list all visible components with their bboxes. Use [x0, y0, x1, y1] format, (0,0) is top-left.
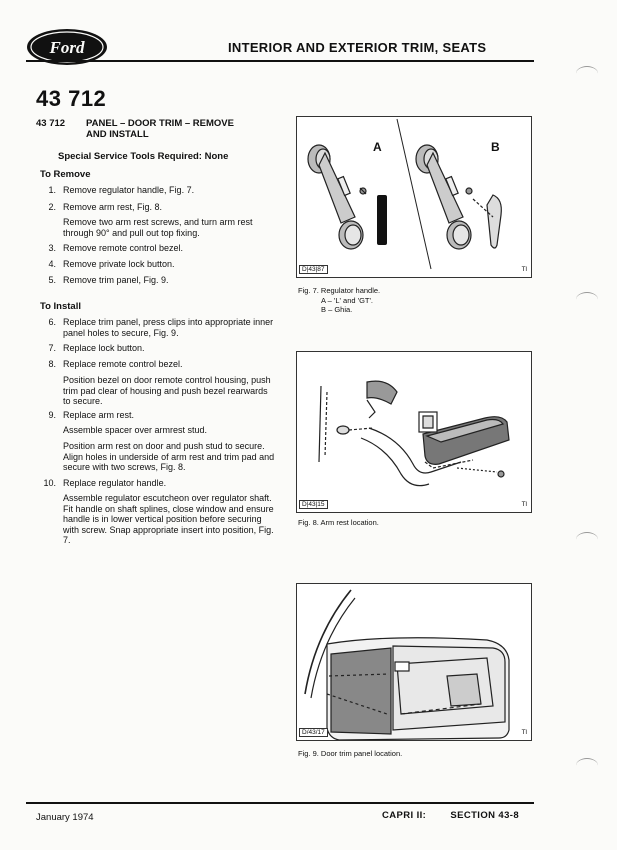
step-text: Assemble regulator escutcheon over regulator shaft. Fit handle on shaft splines, close window and ensure handle is in lower vertical position before securing with screw. Snap appropriate insert into position, Fig. 7. [63, 493, 274, 545]
operation-title-line2: AND INSTALL [86, 129, 149, 140]
regulator-handle-illustration [297, 117, 531, 277]
fig9-tl: Tl [521, 729, 527, 736]
fig7-caption-line2: A – 'L' and 'GT'. [321, 295, 374, 305]
header-rule [26, 60, 534, 62]
step-text: Remove arm rest, Fig. 8. [63, 202, 163, 212]
footer-section [382, 810, 519, 821]
fig8-code: D|43|15 [299, 500, 328, 509]
step-text: Remove trim panel, Fig. 9. [63, 275, 169, 285]
step-number: 3. [48, 243, 56, 253]
step-number: 2. [48, 202, 56, 212]
handle-a [308, 145, 366, 249]
page-header-title: INTERIOR AND EXTERIOR TRIM, SEATS [228, 40, 487, 55]
footer-rule [26, 802, 534, 804]
binder-hole-mark [576, 758, 598, 773]
remove-heading: To Remove [40, 169, 91, 180]
binder-hole-mark [576, 532, 598, 547]
step-number: 8. [48, 359, 56, 369]
step-number: 5. [48, 275, 56, 285]
step-text: Assemble spacer over armrest stud. [63, 425, 208, 435]
binder-hole-mark [576, 66, 598, 81]
fig7-caption-line1: Fig. 7. Regulator handle. [298, 286, 381, 295]
install-heading: To Install [40, 301, 81, 312]
step-number: 1. [48, 185, 56, 195]
operation-number: 43 712 [36, 118, 66, 129]
fig9-code: D/43/17 [299, 728, 328, 737]
step-text: Replace remote control bezel. [63, 359, 183, 369]
step-number: 10. [43, 478, 56, 488]
logo-text: Ford [49, 38, 85, 57]
footer-date: January 1974 [36, 812, 94, 823]
step-text: Position arm rest on door and push stud to secure. Align holes in underside of arm rest and trim pad and secure with two screws, Fig. 8. [63, 441, 275, 472]
operation-title-line1: PANEL – DOOR TRIM – REMOVE [86, 118, 234, 129]
step-number: 4. [48, 259, 56, 269]
door-trim-illustration [297, 584, 531, 740]
binder-hole-mark [576, 292, 598, 307]
figure-7-regulator-handle [296, 116, 532, 278]
special-tools-note: Special Service Tools Required: None [58, 151, 229, 162]
fig7-caption-line3: B – Ghia. [321, 305, 353, 314]
step-text: Replace trim panel, press clips into appropriate inner panel holes to secure, Fig. 9. [63, 317, 274, 338]
step-text: Remove two arm rest screws, and turn arm rest through 90° and pull out top fixing. [63, 217, 253, 238]
figure-8-arm-rest-location [296, 351, 532, 513]
fig8-caption: Fig. 8. Arm rest location. [298, 518, 379, 527]
step-text: Position bezel on door remote control housing, push trim pad clear of housing and push bezel rearwards to secure. [63, 375, 271, 406]
step-text: Replace lock button. [63, 343, 145, 353]
step-text: Replace arm rest. [63, 410, 135, 420]
step-number: 7. [48, 343, 56, 353]
insert-a [377, 195, 387, 245]
fig7-tl: Tl [521, 266, 527, 273]
fig7-label-a: A [373, 140, 382, 154]
fig7-label-b: B [491, 140, 500, 154]
arm-rest-illustration [297, 352, 531, 512]
step-text: Replace regulator handle. [63, 478, 167, 488]
footer-model: CAPRI II: [382, 810, 427, 821]
fig7-code: D|43|87 [299, 265, 328, 274]
step-number: 9. [48, 410, 56, 420]
operation-title [86, 118, 276, 140]
step-text: Remove regulator handle, Fig. 7. [63, 185, 195, 195]
fig9-caption: Fig. 9. Door trim panel location. [298, 749, 403, 758]
figure-9-door-trim-panel [296, 583, 532, 741]
step-text: Remove private lock button. [63, 259, 175, 269]
fig8-tl: Tl [521, 501, 527, 508]
step-text: Remove remote control bezel. [63, 243, 184, 253]
handle-b [416, 145, 501, 249]
step-number: 6. [48, 317, 56, 327]
fig7-caption [298, 286, 380, 315]
section-number: 43 712 [36, 86, 107, 111]
footer-section-number: SECTION 43-8 [450, 810, 520, 821]
